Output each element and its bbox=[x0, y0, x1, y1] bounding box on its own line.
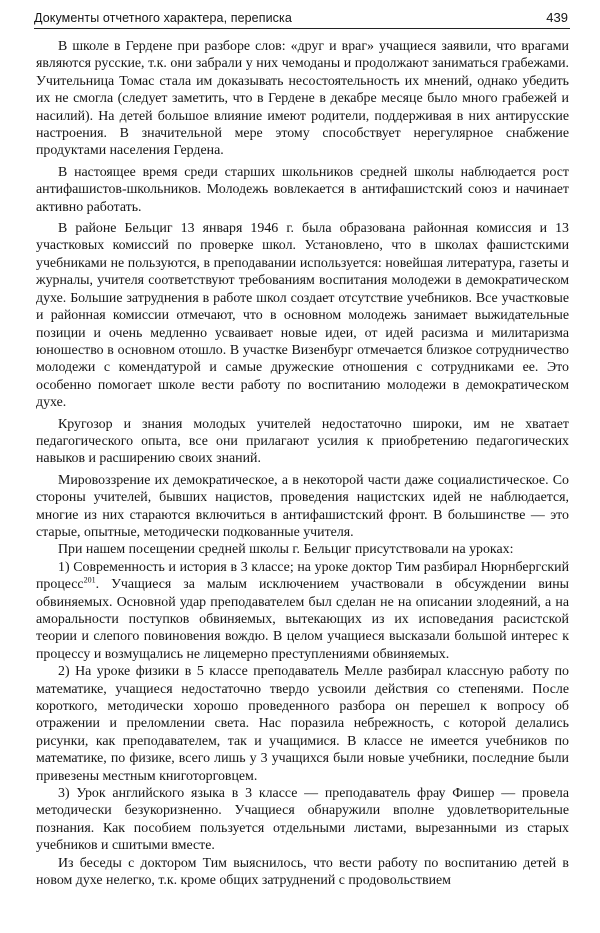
list-item-3: 3) Урок английского языка в 3 классе — преподаватель фрау Фишер — провела методически безукоризненно. Учащиеся обнаружили вполне удовлетворительные познания. Как пособием пользуется отдельными листами, вырезанными из старых учебников и сшитыми вместе. bbox=[36, 786, 569, 854]
list-item-2: 2) На уроке физики в 5 классе преподаватель Мелле разбирал классную работу по математике, учащиеся недостаточно твердо усвоили действия со степенями. После короткого, методически хорошо проведенного разбора он перешел к вопросу об отражении и преломлении света. Нас поразила небрежность, с которой делались рисунки, как преподавателем, так и учащимися. В классе не имеется учебников по математике, по физике, всего лишь у 3 учащихся были новые учебники, последние были привезены местным книготорговцем. bbox=[36, 664, 569, 784]
list-item-1 bbox=[36, 559, 569, 663]
list-item-text: 1) Современность и история в 3 классе; на уроке доктор Тим разбирал Нюрнбергский процесс bbox=[36, 559, 569, 593]
footnote-ref: 201 bbox=[83, 575, 96, 585]
paragraph: В школе в Гердене при разборе слов: «друг и враг» учащиеся заявили, что врагами являются русские, т.к. они забрали у них чемоданы и продолжают заниматься грабежами. Учительница Томас стала им доказывать несостоятельность их мнений, однако убедить их не смогла (следует заметить, что в Гердене в декабре месяце было много грабежей и насилий). На детей большое влияние имеют родители, поддерживая в них антирусские настроения. В значительной мере этому способствует нерегулярное снабжение продуктами населения Гердена. bbox=[36, 39, 569, 159]
list-item-text: . Учащиеся за малым исключением участвовали в обсуждении вины обвиняемых. Основной удар преподавателем был сделан не на описании злодеяний, а на аморальности поступков обвиняемых, вытекающих из их исповедания расистской теории и слепого повиновения вождю. В целом учащиеся высказали большой интерес к процессу и возмущались не лицемерно преступлениями обвиняемых. bbox=[36, 577, 569, 662]
running-header bbox=[34, 6, 570, 29]
paragraph: В районе Бельциг 13 января 1946 г. была образована районная комиссия и 13 участковых комиссий по проверке школ. Установлено, что в школах фашистскими учебниками не пользуются, в преподавании используется: новейшая литература, газеты и журналы, учителя соответствуют требованиям воспитания молодежи в демократическом духе. Большие затруднения в работе школ создает отсутствие учебников. Все участковые и районная комиссии отмечают, что в основном молодежь занимает выжидательные позиции и очень медленно усваивает новые идеи, от идей расизма и милитаризма юношество в основном отошло. В участке Визенбург отмечается близкое сотрудничество молодежи с комендатурой и самые дружеские отношения с сотрудниками ее. Это особенно помогает школе вести работу по воспитанию молодежи в демократическом духе. bbox=[36, 221, 569, 411]
header-title: Документы отчетного характера, переписка bbox=[34, 11, 292, 25]
paragraph: Кругозор и знания молодых учителей недостаточно широки, им не хватает педагогического опыта, все они прилагают усилия к приобретению педагогических навыков и расширению своих знаний. bbox=[36, 416, 569, 467]
page-number: 439 bbox=[546, 10, 568, 25]
paragraph: Из беседы с доктором Тим выяснилось, что вести работу по воспитанию детей в новом духе нелегко, т.к. кроме общих затруднений с продовольствием bbox=[36, 855, 569, 889]
page-body bbox=[36, 38, 569, 890]
paragraph: В настоящее время среди старших школьников средней школы наблюдается рост антифашистов-школьников. Молодежь вовлекается в антифашистский союз и начинает активно работать. bbox=[36, 164, 569, 215]
paragraph: При нашем посещении средней школы г. Бельциг присутствовали на уроках: bbox=[58, 542, 514, 558]
paragraph: Мировоззрение их демократическое, а в некоторой части даже социалистическое. Со стороны учителей, бывших нацистов, проведения нацистских идей не наблюдается, многие из них стараются включиться в антифашистский фронт. В большинстве — это старые, опытные, методически подкованные учителя. bbox=[36, 472, 569, 540]
